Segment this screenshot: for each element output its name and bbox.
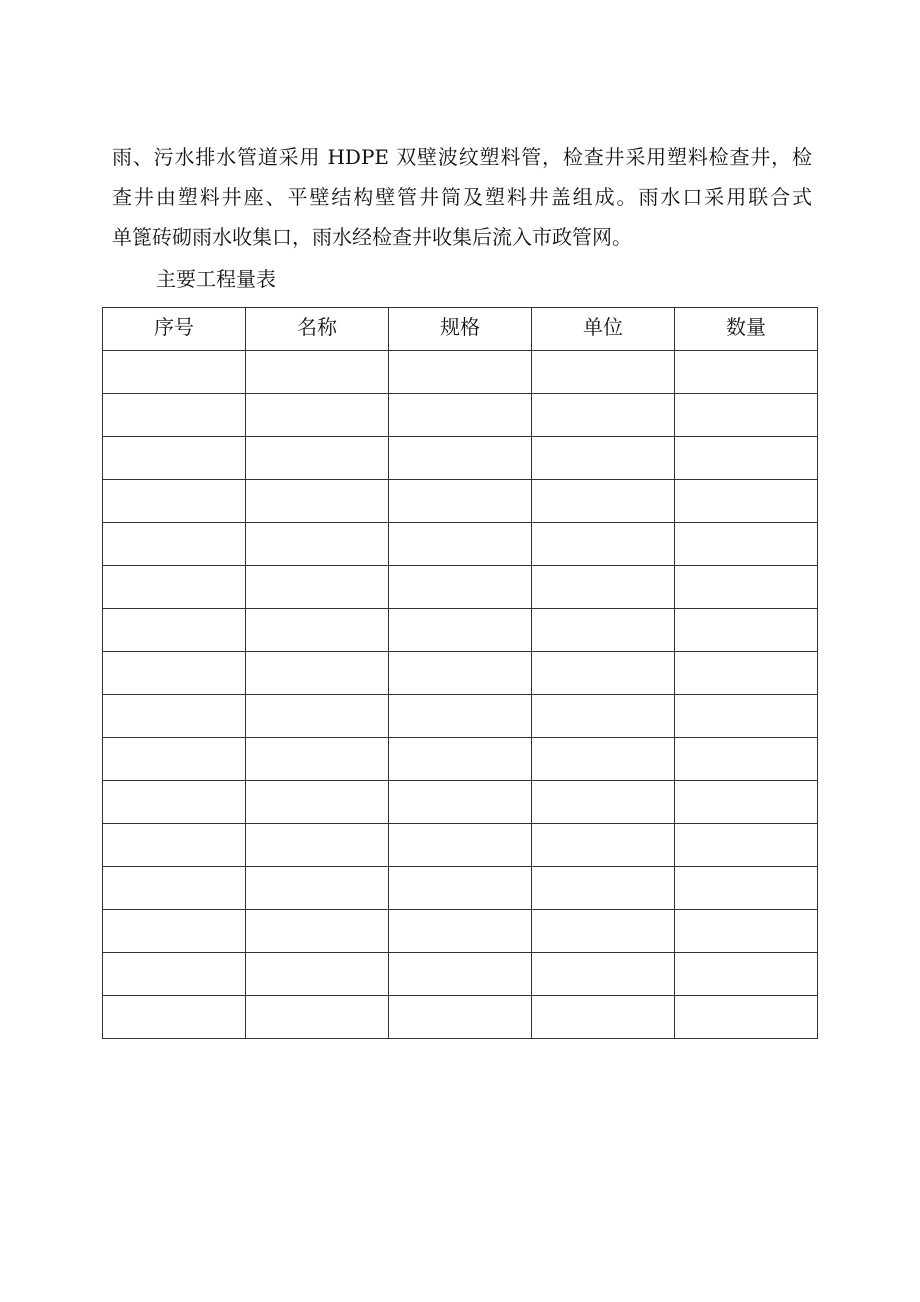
table-row bbox=[103, 867, 818, 910]
table-cell bbox=[246, 523, 389, 566]
table-cell bbox=[103, 437, 246, 480]
header-label: 单位 bbox=[583, 315, 623, 339]
table-row bbox=[103, 781, 818, 824]
table-cell bbox=[246, 867, 389, 910]
table-cell bbox=[532, 523, 675, 566]
quantity-table bbox=[102, 307, 818, 1039]
table-cell bbox=[103, 394, 246, 437]
table-row bbox=[103, 824, 818, 867]
table-cell bbox=[246, 781, 389, 824]
table-cell bbox=[675, 867, 818, 910]
table-cell bbox=[246, 609, 389, 652]
table-cell bbox=[532, 781, 675, 824]
table-header-row bbox=[103, 308, 818, 351]
table-cell bbox=[675, 996, 818, 1039]
paragraph-line: 雨、污水排水管道采用 HDPE 双壁波纹塑料管，检查井采用塑料检查井，检 bbox=[112, 145, 812, 169]
header-label: 数量 bbox=[726, 315, 766, 339]
table-cell bbox=[389, 480, 532, 523]
table-cell bbox=[532, 910, 675, 953]
table-cell bbox=[246, 437, 389, 480]
table-cell bbox=[532, 867, 675, 910]
table-row bbox=[103, 738, 818, 781]
header-specification bbox=[389, 308, 532, 351]
table-cell bbox=[246, 566, 389, 609]
table-cell bbox=[246, 996, 389, 1039]
table-cell bbox=[103, 781, 246, 824]
table-cell bbox=[103, 523, 246, 566]
table-cell bbox=[532, 824, 675, 867]
table-cell bbox=[675, 523, 818, 566]
table-row bbox=[103, 566, 818, 609]
table-cell bbox=[675, 738, 818, 781]
table-cell bbox=[103, 867, 246, 910]
table-cell bbox=[675, 781, 818, 824]
table-cell bbox=[675, 824, 818, 867]
table-cell bbox=[532, 394, 675, 437]
table-cell bbox=[103, 609, 246, 652]
table-cell bbox=[389, 566, 532, 609]
table-cell bbox=[389, 523, 532, 566]
header-label: 序号 bbox=[154, 315, 194, 339]
table-cell bbox=[675, 480, 818, 523]
table-cell bbox=[675, 394, 818, 437]
table-cell bbox=[389, 953, 532, 996]
table-cell bbox=[103, 738, 246, 781]
table-cell bbox=[246, 652, 389, 695]
table-cell bbox=[389, 738, 532, 781]
table-cell bbox=[246, 695, 389, 738]
header-serial-number bbox=[103, 308, 246, 351]
table-row bbox=[103, 695, 818, 738]
table-row bbox=[103, 609, 818, 652]
table-cell bbox=[532, 566, 675, 609]
table-cell bbox=[246, 480, 389, 523]
table-row bbox=[103, 953, 818, 996]
table-cell bbox=[532, 953, 675, 996]
table-row bbox=[103, 394, 818, 437]
table-cell bbox=[532, 652, 675, 695]
table-caption: 主要工程量表 bbox=[156, 267, 276, 291]
body-paragraph bbox=[112, 137, 812, 257]
paragraph-line: 单篦砖砌雨水收集口，雨水经检查井收集后流入市政管网。 bbox=[112, 225, 632, 249]
table-cell bbox=[675, 437, 818, 480]
table-cell bbox=[389, 437, 532, 480]
table-cell bbox=[103, 566, 246, 609]
table-cell bbox=[246, 351, 389, 394]
table-cell bbox=[389, 652, 532, 695]
table-cell bbox=[532, 738, 675, 781]
table-cell bbox=[675, 351, 818, 394]
paragraph-line: 查井由塑料井座、平壁结构壁管井筒及塑料井盖组成。雨水口采用联合式 bbox=[112, 185, 812, 209]
header-label: 名称 bbox=[297, 315, 337, 339]
table-cell bbox=[675, 910, 818, 953]
table-row bbox=[103, 523, 818, 566]
table-row bbox=[103, 910, 818, 953]
table-row bbox=[103, 652, 818, 695]
table-cell bbox=[389, 781, 532, 824]
table-cell bbox=[675, 566, 818, 609]
table-cell bbox=[389, 867, 532, 910]
table-cell bbox=[103, 351, 246, 394]
table-body bbox=[103, 351, 818, 1039]
table-cell bbox=[246, 953, 389, 996]
table-cell bbox=[103, 652, 246, 695]
table-row bbox=[103, 480, 818, 523]
table-cell bbox=[103, 695, 246, 738]
table-cell bbox=[675, 652, 818, 695]
table-cell bbox=[246, 738, 389, 781]
table-cell bbox=[532, 996, 675, 1039]
table-cell bbox=[675, 695, 818, 738]
table-cell bbox=[532, 609, 675, 652]
table-cell bbox=[532, 351, 675, 394]
table-row bbox=[103, 437, 818, 480]
header-name bbox=[246, 308, 389, 351]
table-cell bbox=[103, 824, 246, 867]
table-cell bbox=[532, 695, 675, 738]
table-row bbox=[103, 996, 818, 1039]
table-cell bbox=[389, 695, 532, 738]
header-quantity bbox=[675, 308, 818, 351]
table-cell bbox=[389, 824, 532, 867]
table-cell bbox=[246, 910, 389, 953]
table-cell bbox=[389, 996, 532, 1039]
table-cell bbox=[532, 437, 675, 480]
table-cell bbox=[389, 351, 532, 394]
table-cell bbox=[532, 480, 675, 523]
table-cell bbox=[389, 394, 532, 437]
table-cell bbox=[103, 910, 246, 953]
table-cell bbox=[103, 953, 246, 996]
header-label: 规格 bbox=[440, 315, 480, 339]
table-cell bbox=[103, 480, 246, 523]
table-cell bbox=[675, 953, 818, 996]
table-cell bbox=[389, 910, 532, 953]
header-unit bbox=[532, 308, 675, 351]
table-cell bbox=[246, 824, 389, 867]
table-cell bbox=[675, 609, 818, 652]
table-cell bbox=[246, 394, 389, 437]
table-row bbox=[103, 351, 818, 394]
table-cell bbox=[103, 996, 246, 1039]
table-cell bbox=[389, 609, 532, 652]
